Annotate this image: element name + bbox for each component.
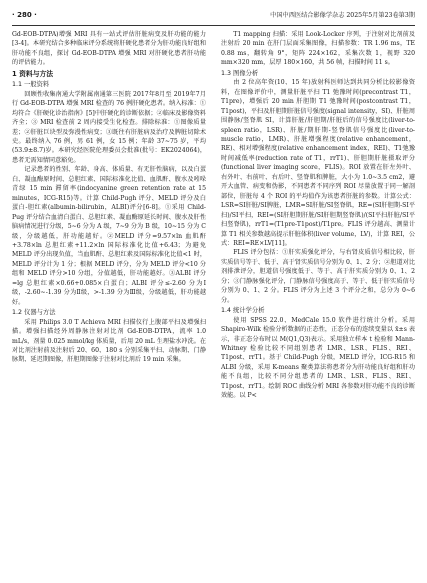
subsection-heading-general-data: 1.1 一般资料: [12, 81, 50, 89]
paragraph-statistics: 使用 SPSS 22.0、MedCale 15.0 软件进行统计分析。采用 Shapiro-Wilk 检验分析数据的正态性，正态分布的连续变量以 x̄±s 表示，非正态分布时以 M(Q1,Q3)表示。采用独立样本 t 检验和 Mann-Whitney 检验比较不同组别患者 LMR、LSR、FLIS、REI、T1post、rrT1。基于 Child-Pugh 分级，MELD 评分，ICG-R15 和 ALBI 分级，采用 K-means 聚类算法将患者分为肝功能良好组和肝功能不良组，比较不同分组患者的 LMR、LSR、FLIS、REI、T1post、rrT1。绘制 ROC 曲线分析 MRI 各参数对肝功能不良的诊断效能。以 P<: [221, 316, 415, 400]
intro-paragraph: Gd-EOB-DTPA)增强 MRI 具有一站式评估肝脏病变及肝功能的能力[3-4]。本研究结合多种临床评分系统将肝硬化患者分为肝功能良好组和肝功能不良组，探讨 Gd-EOB-DTPA 增强 MRI 对肝硬化患者肝功能的评估能力。: [12, 31, 206, 67]
paragraph-image-measurements: 由 2 位高年资(10、15 年)放射科医师达到共同分析比较影像资料，在图像评价中，测量肝脏平扫 T1 弛豫时间(precontrast T1，T1pre)，增强后 20 min 肝胆期 T1 弛豫时间(postcontrast T1，T1post)，平扫及肝胆期肝脏信号强度(signal intensity，SI)、肝脏周围静脉/竖脊肌 SI，计算肝脏/肝胆期/肝脏后的信号强度比(liver-to-spleen ratio，LSR)、肝脏/期肝期-竖脊肌信号强度比(liver-to-muscle ratio，LMR)、肝脏增强程度(relative enhancement，RE)、相对增强程度(relative enhancement index，REI)、T1弛豫时间减低率(reduction rate of T1，rrT1)、肝胆期肝脏摄取评分(functional liver imaging score，FLIS)。ROI 放置在肝左外叶、右外叶、右前叶、右后叶、竖脊肌和脾脏，大小为 1.0~3.5 cm2，避开大血管、病变和伪影，不同患者不同序列 ROI 尽量放置于同一解剖部位，肝脏每 4 个 ROI 的平均值作为该患者肝脏的参数。计算公式：LSR=SI肝脏/SI脾脏，LMR=SI肝脏/SI竖脊肌，RE=(SI肝胆期-SI平扫)/SI平扫，REI=(SI肝胆期肝脏/SI肝胆期竖脊肌)/(SI平扫肝脏/SI平扫竖脊肌)，rrT1=(T1pre-T1post)/T1pre。FLIS 评分越高、测量计算 T1 相关参数越高提示肝脏体积(liver volume，LV)，计算 REI，公式：REI=RE×LV[11]。: [221, 79, 415, 247]
page-header: [12, 10, 415, 26]
journal-title: 中国中西医结合影像学杂志 2025年5月第23卷第3期: [270, 12, 415, 19]
section-heading-materials-methods: 1 资料与方法: [12, 69, 54, 78]
paragraph-scan-protocol: 采用 Philips 3.0 T Achieva MRI 扫描仪行上腹部平扫及增强扫描。增强扫描经外周静脉注射对比剂 Gd-EOB-DTPA，流率 1.0 mL/s，剂量 0.025 mmol/kg 体质量，后用 20 mL 生理盐水冲洗。在对比剂注射前及注射后 20、60、180 s 分别采集平扫、动脉期、门静脉期、延迟期图像，肝胆期图像于注射对比剂后 19 min 采集。: [12, 318, 206, 364]
subsection-heading-image-analysis: 1.3 图像分析: [221, 69, 259, 77]
left-column: [12, 30, 206, 365]
subsection-heading-instruments: 1.2 仪器与方法: [12, 309, 56, 317]
page-number: · 280 ·: [12, 11, 37, 19]
paragraph-flis-score: FLIS 评分包括：①肝实质强化评分，与右肾皮质信号相比较，肝实质信号等于、低于、高于肾实质信号分别为 0、1、2 分；②胆道对比剂排泄评分，胆道信号强度低于、等于、高于肝实质分别为 0、1、2 分；③门静脉强化评分，门静脉信号强度高于、等于、低于肝实质信号分别为 0、1、2 分。FLIS 评分为上述 3 个评分之和，总分为 0~6 分。: [221, 249, 415, 304]
paragraph-t1-mapping: T1 mapping 扫描：采用 Look-Locker 序列，于注射对比剂前及注射后 20 min 在肝门层面采集图像，扫描参数：TR 1.96 ms，TE 0.88 ms，翻转角 9°，矩阵 224×162，采集次数 1，视野 320 mm×320 mm，层厚 180×160，共 56 帧，扫描时间 11 s。: [221, 31, 415, 67]
subsection-heading-statistics: 1.4 统计学分析: [221, 307, 265, 315]
paragraph-clinical-scores: 记录患者的性别、年龄、身高、体质量、有无肝性脑病，以及白蛋白、凝血酶原时间、总胆红素、国际标准化比值、血肌酐、腹水及吲哚青绿 15 min 滞留率(indocyanine green retention rate at 15 minutes，ICG-R15)等。计算 Child-Pugh 评分、MELD 评分及白蛋白-胆红素(albumin-bilirubin，ALBI)评分[6-8]。①采用 Child-Pug 评分结合血清白蛋白、总胆红素、凝血酶原延长时间、腹水及肝性脑病情况进行分级，5~6 分为 A 级，7~9 分为 B 级，10~15 分为 C 级，分级越低，肝功能越好。②MELD 评分=9.57×ln 血肌酐+3.78×ln 总胆红素+11.2×ln 国际标准化比值+6.43；为避免 MELD 评分出现负值，当血肌酐、总胆红素及国际标准化比值<1 时，MELD 评分计为 1 分；根据 MELD 评分，分为 MELD 评分<10 分组和 MELD 评分>10 分组，分值越低，肝功能越好。③ALBI 评分=lg 总胆红素×0.66+0.085×白蛋白；ALBI 评分≤-2.60 分为Ⅰ级，-2.60~-1.39 分为Ⅱ级，>-1.39 分为Ⅲ级，分级越低，肝功能越好。: [12, 166, 206, 306]
right-column: [221, 30, 415, 401]
paragraph-subjects: 回顾性收集南通大学附属南通第三医院 2017年8月至 2019年7月行 Gd-EOB-DTPA 增强 MRI 检查的 76 例肝硬化患者。纳入标准：①均符合《肝硬化诊治指南》[5]中肝硬化的诊断依据；②临床及影像资料齐全；③ MRI 检查前 2 周内接受生化检查。排除标准：①图像质量差；②肝脏巨块型及弥漫性病变；③既往有肝脏病及治疗及脾脏切除术史。最终纳入 76 例，男 61 例，女 15 例；年龄 37~75 岁，平均(53.9±8.7)岁。本研究经医院伦理委员会批准(批号：EK2024064)，患者无需知情同意豁免。: [12, 90, 206, 164]
